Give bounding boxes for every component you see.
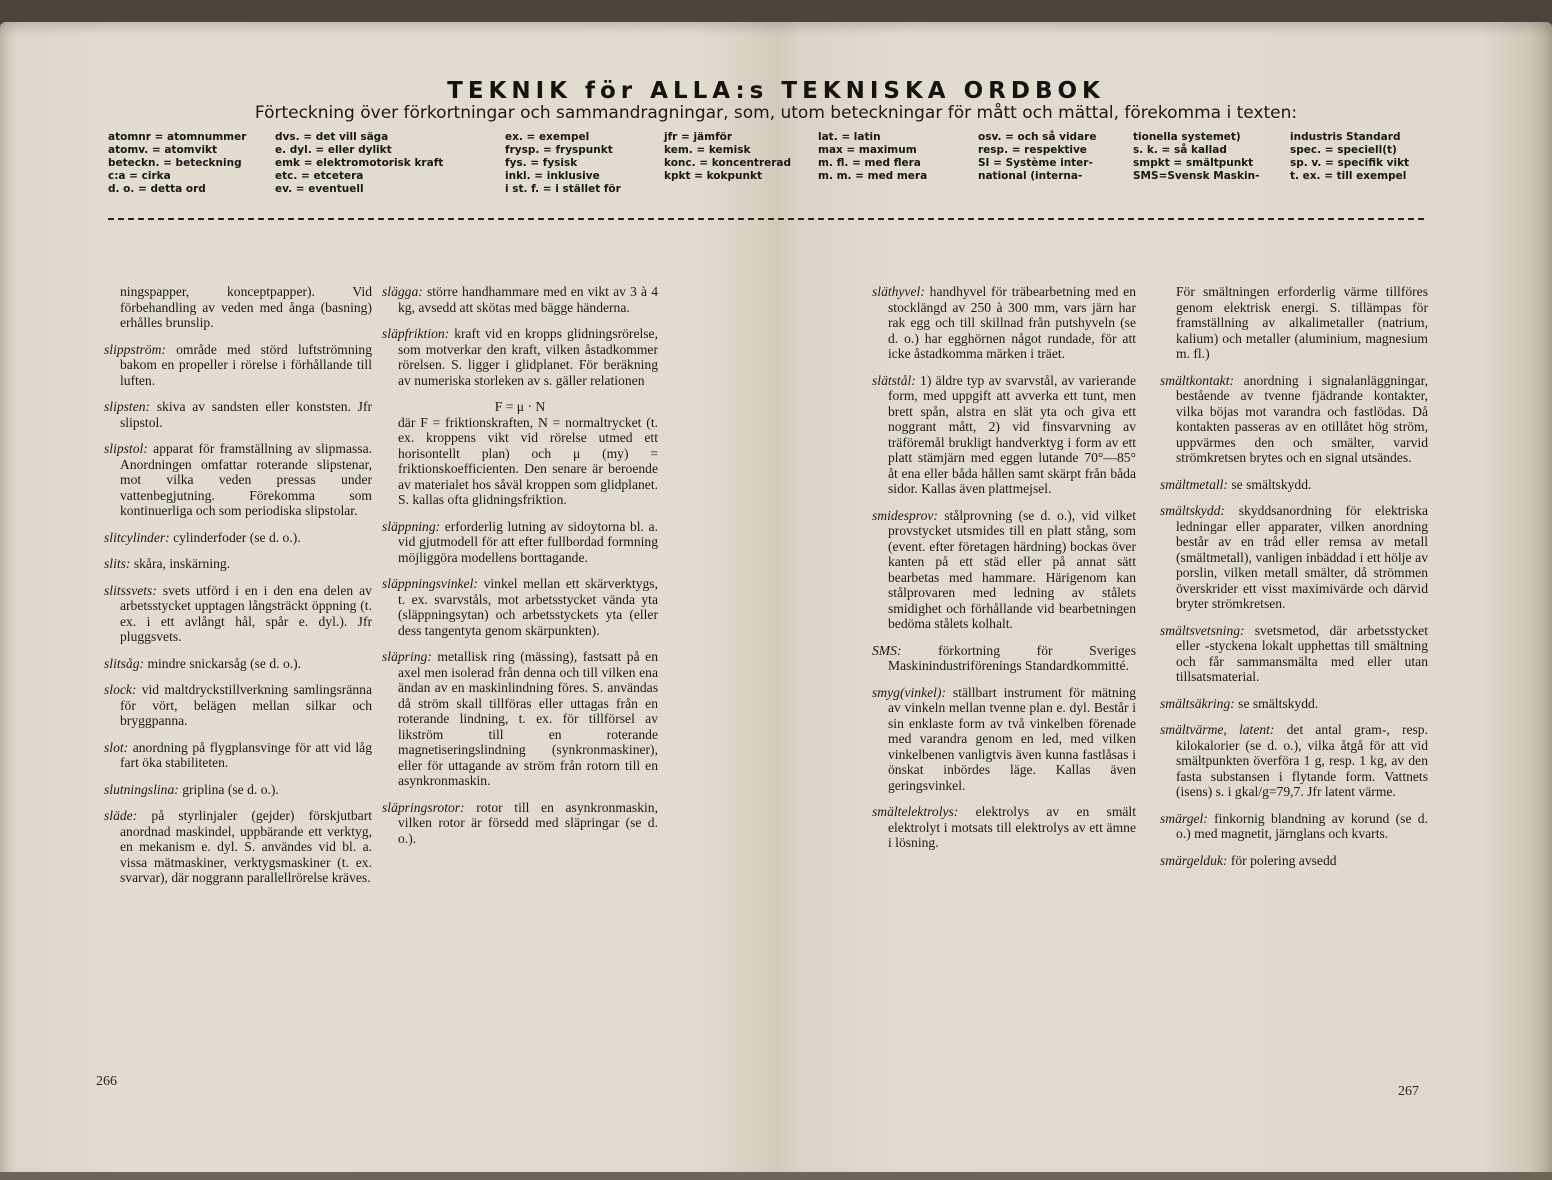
dashed-separator [108,218,1424,220]
abbreviation-line: national (interna- [978,170,1083,182]
dictionary-entry [382,415,658,508]
abbreviation-line: etc. = etcetera [275,170,364,182]
entry-term: släpfriktion: [382,326,450,341]
abbreviation-line: sp. v. = specifik vikt [1290,157,1410,169]
abbreviation-line: c:a = cirka [108,170,171,182]
abbreviation-line: m. fl. = med flera [818,157,921,169]
dictionary-entry [104,656,372,672]
entry-term: smältskydd: [1160,503,1225,518]
entry-term: slot: [104,739,129,755]
dictionary-entry [382,326,658,388]
entry-term: släpring: [382,649,432,664]
abbreviation-column-1 [108,131,246,196]
dictionary-entry [104,808,372,886]
entry-definition: stålprovning (se d. o.), vid vilket provstycket utsmides till en platt stång, som (event. efter företagen härdning) bockas över kanten på ett städ eller på annat sätt bearbetas med hammare. Härigenom kan stålprovaren med ledning av stålets smidighet och förhållande vid bearbetningen bedöma stålets kolhalt. [888,507,1136,631]
entry-term: släde: [104,808,138,823]
page-number-right: 267 [1398,1084,1419,1099]
abbreviation-column-4 [664,131,791,183]
abbreviation-line: frysp. = fryspunkt [505,144,613,156]
dictionary-entry [1160,373,1428,466]
entry-definition: ningspapper, konceptpapper). Vid förbehandling av veden med ånga (basning) erhålles brunslip. [120,284,372,330]
entry-definition: erforderlig lutning av sidoytorna bl. a. vid gjutmodell för att efter fullbordad formning möjliggöra modellens borttagande. [398,518,658,565]
entry-definition: För smältningen erforderlig värme tillföres genom elektrisk energi. S. tillämpas för framställning av alkalimetaller (natrium, kalium) och metaller (aluminium, magnesium m. fl.) [1176,284,1428,361]
dictionary-entry [1160,811,1428,842]
dictionary-entry [1160,853,1428,869]
dictionary-entry [382,576,658,638]
dictionary-column-1 [104,284,372,897]
page-title: TEKNIK för ALLA:s TEKNISKA ORDBOK [447,78,1105,104]
entry-definition: mindre snickarsåg (se d. o.). [147,655,302,671]
entry-term: smyg(vinkel): [872,684,946,700]
abbreviation-line: spec. = speciell(t) [1290,144,1397,156]
abbreviation-line: industris Standard [1290,131,1401,143]
abbreviation-line: beteckn. = beteckning [108,157,242,169]
friction-formula: F = μ · N [494,399,546,414]
dictionary-entry [382,649,658,789]
entry-definition: 1) äldre typ av svarvstål, av varierande form, med uppgift att avverka ett tunt, men brett spån, alstra en slät yta och giva ett noggrant mått, 2) vid finsvarvning av träföremål brukligt handverktyg i form av ett platt stämjärn med eggen lutande 70°—85° åt ena eller båda hållen samt skärpt från båda sidor. Kallas även plattmejsel. [888,372,1136,496]
abbreviation-line: SI = Système inter- [978,157,1093,169]
dictionary-entry [382,519,658,566]
abbreviation-line: emk = elektromotorisk kraft [275,157,444,169]
entry-term: släthyvel: [872,284,925,299]
abbreviation-line: jfr = jämför [664,131,733,143]
entry-definition: område med störd luftströmning bakom en propeller i rörelse i förhållande till luften. [120,341,372,388]
dictionary-entry [872,284,1136,362]
dictionary-entry [1160,623,1428,685]
entry-definition: vid maltdryckstillverkning samlingsränna för vört, belägen mellan silkar och bryggpanna. [120,682,372,728]
entry-term: slippström: [104,341,166,357]
entry-term: slits: [104,556,131,571]
dictionary-entry [1160,477,1428,493]
entry-definition: där F = friktionskraften, N = normaltrycket (t. ex. kroppens vikt vid rörelse utmed ett horisontellt plan) och μ (my) = friktionskoefficienten. Den senare är beroende av materialet hos såväl kroppen som glidplanet. S. kallas ofta glidningsfriktion. [398,414,658,507]
dictionary-entry [1160,696,1428,712]
dictionary-entry [872,373,1136,497]
entry-term: SMS: [872,642,902,658]
entry-term: smidesprov: [872,507,938,523]
dictionary-entry [872,643,1136,674]
entry-definition: finkornig blandning av korund (se d. o.) med magnetit, järnglans och kvarts. [1176,810,1428,841]
abbreviation-column-8 [1290,131,1409,183]
dictionary-column-3 [872,284,1136,862]
dictionary-entry [382,284,658,315]
entry-definition: ställbart instrument för mätning av vinkeln mellan tvenne plan e. dyl. Består i sin enklaste form av två vinkelben förenade med varandra genom en led, med vilken vinkelbenen vanligtvis även kunna fastlåsas i önskat inbördes läge. Kallas även geringsvinkel. [888,684,1136,793]
entry-term: smärgel: [1160,810,1208,826]
entry-term: släpringsrotor: [382,799,465,815]
entry-definition: metallisk ring (mässing), fastsatt på en axel men isolerad från denna och till vilken ena ändan av en maskinlindning föres. S. användas då ström skall tillföras eller uttagas från en roterande lindning, t. ex. för tillförsel av likström till en roterande magnetiseringslindning (synkronmaskiner), eller för uttagande av ström från rotorn till en asynkronmaskin. [398,649,658,788]
dictionary-entry [872,508,1136,632]
entry-term: smältmetall: [1160,476,1228,492]
abbreviation-line: kpkt = kokpunkt [664,170,762,182]
dictionary-entry [872,804,1136,851]
entry-definition: elektrolys av en smält elektrolyt i motsats till elektrolys av ett ämne i lösning. [888,804,1136,850]
entry-definition: på styrlinjaler (gejder) förskjutbart anordnad maskindel, uppbärande ett verktyg, en mekanism e. dyl. S. användes vid bl. a. vissa mätmaskiner, verktygsmaskiner (t. ex. svarvar), där noggrann parallellrörelse kräves. [120,808,372,885]
entry-term: smältvärme, latent: [1160,722,1275,737]
abbreviation-line: SMS=Svensk Maskin- [1133,170,1260,182]
entry-definition: skåra, inskärning. [133,556,231,571]
abbreviation-line: t. ex. = till exempel [1290,170,1407,182]
entry-term: slätstål: [872,372,916,388]
abbreviation-line: m. m. = med mera [818,170,928,182]
entry-definition: kraft vid en kropps glidningsrörelse, som motverkar den kraft, vilken åstadkommer rörelsen. S. ligger i glidplanet. För beräkning av numeriska storleken av s. gäller relationen [398,326,658,388]
abbreviation-line: d. o. = detta ord [108,183,206,195]
page-number-left: 266 [96,1074,117,1089]
dictionary-entry [104,583,372,645]
dictionary-entry [104,556,372,572]
abbreviation-line: kem. = kemisk [664,144,751,156]
dictionary-entry [1160,722,1428,800]
entry-definition: större handhammare med en vikt av 3 à 4 kg, avsedd att skötas med bägge händerna. [398,284,658,315]
entry-term: smältsäkring: [1160,695,1235,711]
dictionary-entry [104,740,372,771]
abbreviation-column-6 [978,131,1096,183]
entry-definition: anordning i signalanläggningar, bestående av tvenne fjädrande kontakter, vilka böjas mot varandra och fastlödas. Då kontakten passeras av en otillåtet hög ström, uppvärmes den och smälter, varvid strömkretsen brytes och en signal utsändes. [1176,372,1428,465]
abbreviation-line: atomnr = atomnummer [108,131,247,143]
entry-definition: apparat för framställning av slipmassa. Anordningen omfattar roterande slipstenar, mot vilka veden pressas under vattenbegjutning. Förekomma som kontinuerliga och som periodiska slipstolar. [120,441,372,518]
abbreviation-line: atomv. = atomvikt [108,144,218,156]
dictionary-entry [1160,503,1428,612]
abbreviation-line: resp. = respektive [978,144,1087,156]
dictionary-entry [104,284,372,331]
dictionary-entry [104,399,372,430]
dictionary-entry [104,530,372,546]
entry-definition: anordning på flygplansvinge för att vid låg fart öka stabiliteten. [120,739,372,770]
entry-term: släppning: [382,518,441,534]
entry-term: slägga: [382,284,423,299]
abbreviation-column-7 [1133,131,1259,183]
entry-definition: griplina (se d. o.). [182,781,279,797]
entry-definition: vinkel mellan ett skärverktygs, t. ex. svarvståls, mot arbetsstycket vända yta (släppningsytan) och arbetsstyckets yta (eller dess tangentyta genom skärpunkten). [398,576,658,638]
entry-definition: det antal gram-, resp. kilokalorier (se d. o.), vilka åtgå för att vid smältpunkten överföra 1 g, resp. 1 kg, av den fasta substansen i flytande form. Vattnets (isens) s. i gkal/g=79,7. Jfr latent värme. [1176,722,1428,799]
entry-term: slitcylinder: [104,529,170,545]
dictionary-entry [104,342,372,389]
abbreviation-column-2 [275,131,443,196]
entry-term: smärgelduk: [1160,852,1228,868]
page-subtitle: Förteckning över förkortningar och sammandragningar, som, utom beteckningar för mått och mättal, förekomma i texten: [254,103,1298,123]
entry-definition: se smältskydd. [1231,476,1312,492]
entry-definition: handhyvel för träbearbetning med en stocklängd av 250 à 300 mm, vars järn har rak egg och till skillnad från putshyveln (se d. o.) har egghörnen något rundade, för att icke åstadkomma märken i träet. [888,284,1136,361]
entry-definition: skiva av sandsten eller konststen. Jfr slipstol. [120,399,373,430]
entry-definition: för polering avsedd [1230,852,1337,868]
abbreviation-line: inkl. = inklusive [505,170,600,182]
abbreviation-column-3 [505,131,621,196]
abbreviation-line: max = maximum [818,144,917,156]
entry-definition: rotor till en asynkronmaskin, vilken rotor är försedd med släpringar (se d. o.). [398,799,658,846]
entry-term: smältkontakt: [1160,372,1234,388]
entry-term: slipstol: [104,441,148,456]
entry-term: slock: [104,682,137,697]
dictionary-entry [104,782,372,798]
abbreviation-line: osv. = och så vidare [978,131,1097,143]
dictionary-column-4 [1160,284,1428,879]
abbreviation-line: ex. = exempel [505,131,590,143]
abbreviation-line: lat. = latin [818,131,881,143]
abbreviation-line: ev. = eventuell [275,183,364,195]
abbreviation-line: dvs. = det vill säga [275,131,389,143]
abbreviation-line: e. dyl. = eller dylikt [275,144,392,156]
entry-term: smältsvetsning: [1160,622,1245,638]
dictionary-entry [104,682,372,729]
entry-term: slitsåg: [104,655,145,671]
entry-term: slipsten: [104,399,151,414]
dictionary-entry [382,800,658,847]
entry-definition: cylinderfoder (se d. o.). [173,529,301,545]
abbreviation-line: smpkt = smältpunkt [1133,157,1254,169]
book-top-edge [0,0,1552,24]
abbreviation-line: fys. = fysisk [505,157,578,169]
abbreviation-line: i st. f. = i stället för [505,183,621,195]
entry-definition: skyddsanordning för elektriska ledningar eller apparater, vilken anordning består av en tråd eller remsa av metall (smältmetall), vanligen inbäddad i ett hölje av porslin, vilken metall smälter, då strömmen överskrider ett visst maximivärde och därvid bryter strömkretsen. [1176,503,1428,611]
dictionary-column-2 [382,284,658,857]
abbreviation-column-5 [818,131,927,183]
abbreviation-line: konc. = koncentrerad [664,157,792,169]
entry-term: slitssvets: [104,582,157,598]
entry-term: smältelektrolys: [872,804,959,819]
dictionary-entry [1160,284,1428,362]
abbreviation-line: tionella systemet) [1133,131,1241,143]
entry-term: slutningslina: [104,781,179,797]
entry-term: släppningsvinkel: [382,576,478,591]
dictionary-entry [872,685,1136,794]
entry-definition: förkortning för Sveriges Maskinindustriförenings Standardkommitté. [888,642,1136,673]
entry-definition: se smältskydd. [1238,695,1319,711]
entry-definition: svetsmetod, där arbetsstycket eller -styckena lokalt upphettas till smältning och får sammansmälta med eller utan tillsatsmaterial. [1176,622,1428,684]
abbreviation-line: s. k. = så kallad [1133,144,1227,156]
dictionary-entry [104,441,372,519]
entry-definition: svets utförd i en i den ena delen av arbetsstycket upptagen långsträckt öppning (t. ex. i ett avlångt hål, spår e. dyl.). Jfr pluggsvets. [120,582,372,644]
